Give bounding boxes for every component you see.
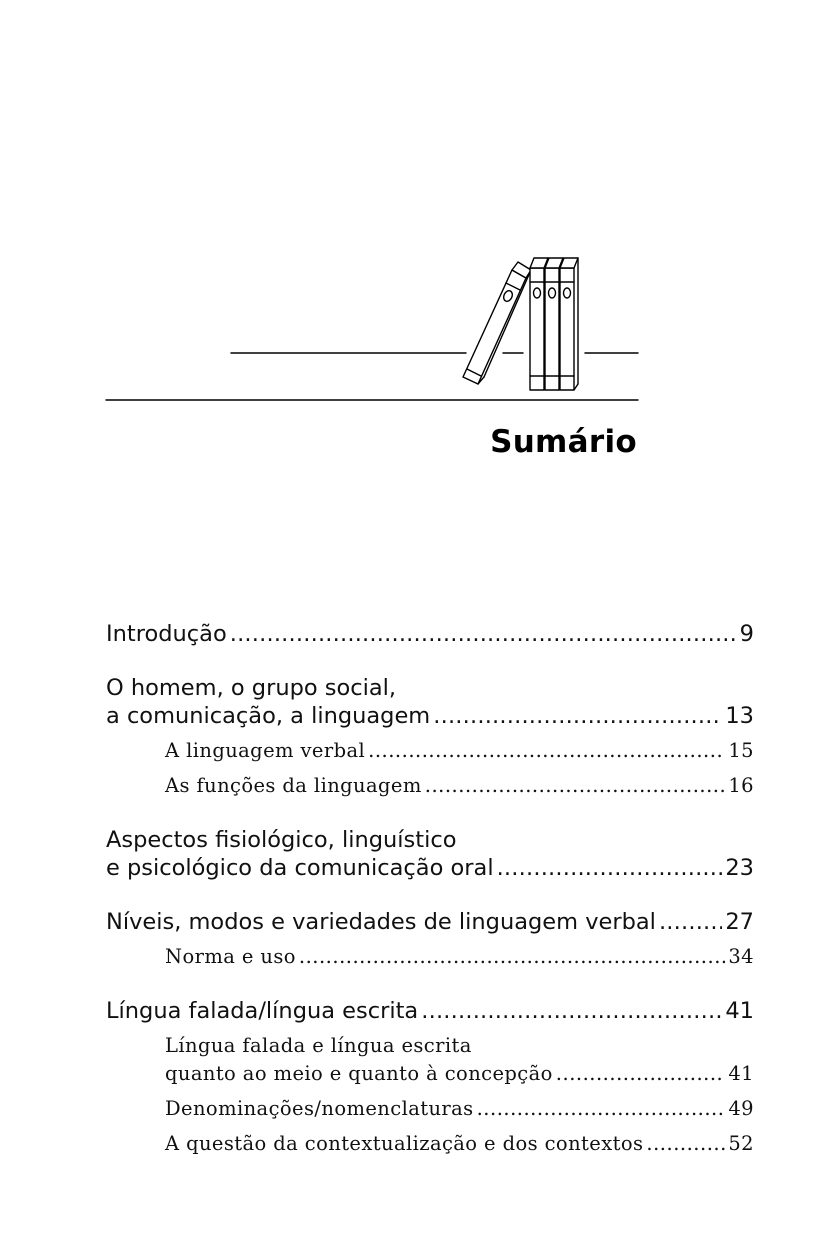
dot-leader bbox=[299, 943, 725, 971]
toc-entry-page: 41 bbox=[728, 1062, 754, 1085]
toc-entry-page: 23 bbox=[725, 855, 754, 881]
toc-entry-label: e psicológico da comunicação oral bbox=[106, 855, 494, 881]
dot-leader bbox=[421, 997, 722, 1025]
toc-entry-label: a comunicação, a linguagem bbox=[106, 703, 431, 729]
toc-entry-niveis[interactable] bbox=[106, 908, 754, 936]
toc-entry-label: A linguagem verbal bbox=[165, 739, 366, 762]
toc-entry-page: 27 bbox=[725, 909, 754, 935]
dot-leader bbox=[659, 908, 722, 936]
toc-subentry-denominacoes[interactable] bbox=[106, 1095, 754, 1123]
dot-leader bbox=[477, 1095, 726, 1123]
toc-entry-aspectos[interactable] bbox=[106, 854, 754, 882]
dot-leader bbox=[646, 1130, 725, 1158]
toc-entry-label: Introdução bbox=[106, 621, 227, 647]
dot-leader bbox=[368, 737, 725, 765]
upright-book-3 bbox=[560, 258, 578, 390]
toc-subentry-norma-uso[interactable] bbox=[106, 943, 754, 971]
toc-entry-label: Níveis, modos e variedades de linguagem verbal bbox=[106, 909, 656, 935]
toc-subentry-heading-line: Língua falada e língua escrita bbox=[165, 1034, 472, 1057]
toc-entry-page: 49 bbox=[728, 1097, 754, 1120]
toc-entry-label: A questão da contextualização e dos contextos bbox=[165, 1132, 644, 1155]
toc-entry-heading-line: Aspectos fisiológico, linguístico bbox=[106, 827, 457, 853]
toc-entry-heading-line: O homem, o grupo social, bbox=[106, 675, 397, 701]
toc-entry-page: 16 bbox=[728, 774, 754, 797]
books-illustration bbox=[0, 0, 827, 420]
toc-entry-label: Língua falada/língua escrita bbox=[106, 998, 419, 1024]
dot-leader bbox=[556, 1060, 726, 1088]
toc-subentry-linguagem-verbal[interactable] bbox=[106, 737, 754, 765]
dot-leader bbox=[433, 702, 722, 730]
toc-entry-page: 34 bbox=[728, 945, 754, 968]
page-title: Sumário bbox=[490, 424, 637, 460]
toc-entry-page: 13 bbox=[725, 703, 754, 729]
toc-subentry-meio-concepcao[interactable] bbox=[106, 1060, 754, 1088]
toc-entry-label: As funções da linguagem bbox=[165, 774, 422, 797]
toc-entry-page: 52 bbox=[728, 1132, 754, 1155]
toc-entry-o-homem[interactable] bbox=[106, 702, 754, 730]
toc-entry-label: quanto ao meio e quanto à concepção bbox=[165, 1062, 553, 1085]
dot-leader bbox=[425, 772, 726, 800]
toc-entry-lingua-falada[interactable] bbox=[106, 997, 754, 1025]
leaning-book bbox=[463, 262, 531, 384]
toc-entry-introducao[interactable] bbox=[106, 620, 754, 648]
toc-entry-page: 9 bbox=[739, 621, 754, 647]
dot-leader bbox=[230, 620, 737, 648]
dot-leader bbox=[497, 854, 723, 882]
toc-entry-label: Denominações/nomenclaturas bbox=[165, 1097, 474, 1120]
toc-subentry-contextualizacao[interactable] bbox=[106, 1130, 754, 1158]
toc-subentry-funcoes[interactable] bbox=[106, 772, 754, 800]
toc-entry-page: 41 bbox=[725, 998, 754, 1024]
toc-entry-page: 15 bbox=[728, 739, 754, 762]
table-of-contents bbox=[106, 620, 754, 1158]
toc-entry-label: Norma e uso bbox=[165, 945, 296, 968]
